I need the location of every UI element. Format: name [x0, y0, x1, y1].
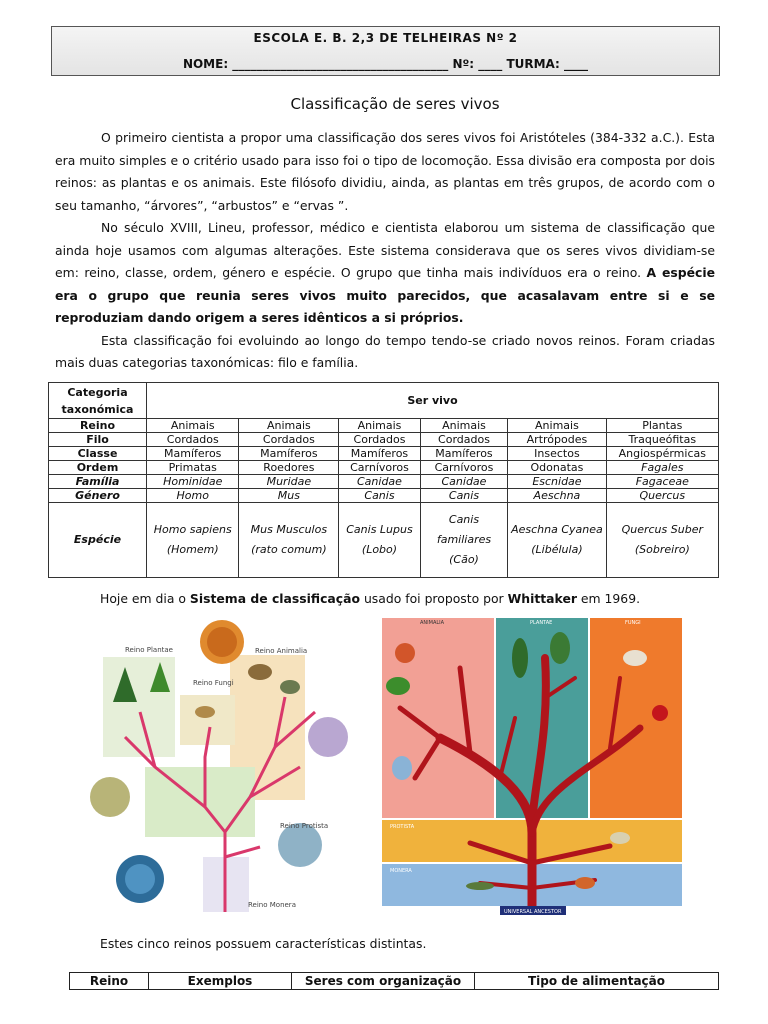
table-cell: Cordados	[339, 433, 420, 447]
table-cell: Fagales	[606, 461, 718, 475]
document-title: Classificação de seres vivos	[290, 95, 500, 113]
header-alimentacao: Tipo de alimentação	[475, 973, 719, 990]
table-cell: Escnidae	[508, 475, 606, 489]
row-label-especie: Espécie	[49, 503, 147, 578]
header-exemplos: Exemplos	[149, 973, 292, 990]
row-label-classe: Classe	[49, 447, 147, 461]
table-row-ordem	[49, 461, 719, 475]
row-label-familia: Família	[49, 475, 147, 489]
branch	[225, 847, 260, 857]
row-label-genero: Género	[49, 489, 147, 503]
table-cell: Roedores	[239, 461, 339, 475]
table-cell: Primatas	[147, 461, 239, 475]
label-reino-protista: Reino Protista	[280, 822, 329, 830]
table-cell: Plantas	[606, 419, 718, 433]
table-cell: Mamíferos	[420, 447, 508, 461]
table-row-especie	[49, 503, 719, 578]
row-label-filo: Filo	[49, 433, 147, 447]
table-cell: Mus Musculos (rato comum)	[239, 503, 339, 578]
fungi-panel	[590, 618, 682, 818]
table-cell: Aeschna	[508, 489, 606, 503]
ref-text: em 1969.	[576, 591, 641, 606]
animal-icon	[248, 664, 272, 680]
table-cell: Mamíferos	[339, 447, 420, 461]
table-cell: Carnívoros	[339, 461, 420, 475]
label-universal-ancestor: UNIVERSAL ANCESTOR	[504, 909, 562, 915]
ref-bold-whittaker: Whittaker	[507, 591, 577, 606]
table-cell: Canis	[420, 489, 508, 503]
table-cell: Homo sapiens (Homem)	[147, 503, 239, 578]
paragraph-linnaeus-text: No século XVIII, Lineu, professor, médico e cientista elaborou um sistema de classificação que ainda hoje usamos com algumas alterações. Este sistema considerava que os seres vivos dividiam-se em: reino, classe, ordem, género e espécie. O grupo que tinha mais indivíduos era o reino.	[55, 220, 715, 280]
kingdoms-header-row	[70, 973, 719, 990]
table-cell: Animais	[147, 419, 239, 433]
protozoa-icon	[610, 832, 630, 844]
table-cell: Homo	[147, 489, 239, 503]
header-reino: Reino	[70, 973, 149, 990]
table-cell: Cordados	[147, 433, 239, 447]
mushroom-icon	[623, 650, 647, 666]
header-ser-vivo: Ser vivo	[147, 383, 719, 419]
table-cell: Quercus Suber (Sobreiro)	[606, 503, 718, 578]
row-label-reino: Reino	[49, 419, 147, 433]
label-fungi: FUNGI	[625, 620, 641, 626]
header-organizacao: Seres com organização	[292, 973, 475, 990]
phylogenetic-tree-svg	[380, 618, 683, 916]
table-cell: Cordados	[239, 433, 339, 447]
table-row-filo	[49, 433, 719, 447]
table-cell: Artrópodes	[508, 433, 606, 447]
flowering-plant-icon	[550, 632, 570, 664]
table-cell: Hominidae	[147, 475, 239, 489]
bacteria-image-core	[125, 864, 155, 894]
label-reino-animalia: Reino Animalia	[255, 647, 308, 655]
table-cell: Animais	[420, 419, 508, 433]
table-row-reino	[49, 419, 719, 433]
five-kingdoms-diagram	[85, 617, 355, 917]
algae-cell-image	[90, 777, 130, 817]
label-plantae: PLANTAE	[530, 620, 553, 626]
bacteria-icon	[575, 877, 595, 889]
table-cell: Canis	[339, 489, 420, 503]
label-monera: MONERA	[390, 868, 412, 874]
paragraph-evolution: Esta classificação foi evoluindo ao longo do tempo tendo-se criado novos reinos. Foram criadas mais duas categorias taxonómicas: filo e família.	[55, 332, 715, 370]
table-cell: Carnívoros	[420, 461, 508, 475]
table-cell: Canis familiares (Cão)	[420, 503, 508, 578]
kingdoms-table	[69, 972, 719, 990]
table-cell: Cordados	[420, 433, 508, 447]
table-cell: Quercus	[606, 489, 718, 503]
species-definition: A espécie era o grupo que reunia seres vivos muito parecidos, que acasalavam entre si e se reproduziam dando origem a seres idênticos a si próprios.	[55, 265, 715, 325]
starfish-icon	[395, 643, 415, 663]
table-cell: Canis Lupus (Lobo)	[339, 503, 420, 578]
protist-cell-image	[308, 717, 348, 757]
label-reino-fungi: Reino Fungi	[193, 679, 234, 687]
ref-text: Hoje em dia o	[100, 591, 190, 606]
fungus-icon	[652, 705, 668, 721]
table-cell: Angiospérmicas	[606, 447, 718, 461]
cyanobacteria-icon	[466, 882, 494, 890]
table-row-familia	[49, 475, 719, 489]
row-label-ordem: Ordem	[49, 461, 147, 475]
table-cell: Muridae	[239, 475, 339, 489]
table-cell: Odonatas	[508, 461, 606, 475]
plantae-panel	[103, 657, 175, 757]
five-kingdoms-diagram-svg	[85, 617, 355, 917]
table-cell: Mamíferos	[239, 447, 339, 461]
kingdoms-intro: Estes cinco reinos possuem características distintas.	[100, 936, 427, 951]
table-cell: Animais	[508, 419, 606, 433]
label-reino-plantae: Reino Plantae	[125, 646, 173, 654]
table-cell: Canidae	[339, 475, 420, 489]
taxonomy-header-row	[49, 383, 719, 419]
moss-icon	[512, 638, 528, 678]
fungus-cell-core	[207, 627, 237, 657]
label-reino-monera: Reino Monera	[248, 901, 296, 909]
table-cell: Fagaceae	[606, 475, 718, 489]
ref-bold-system: Sistema de classificação	[189, 591, 361, 606]
phylogenetic-tree-diagram	[380, 618, 683, 916]
table-row-classe	[49, 447, 719, 461]
table-cell: Traqueófitas	[606, 433, 718, 447]
ref-text: usado foi proposto por	[360, 591, 508, 606]
table-cell: Insectos	[508, 447, 606, 461]
student-form-line: NOME: ____________________________________ Nº: ____ TURMA: ____	[182, 57, 589, 71]
table-row-genero	[49, 489, 719, 503]
table-cell: Animais	[339, 419, 420, 433]
paragraph-linnaeus	[55, 217, 715, 330]
header-category: Categoria taxonómica	[49, 383, 147, 419]
animal-icon	[280, 680, 300, 694]
mushroom-icon	[195, 706, 215, 718]
table-cell: Aeschna Cyanea (Libélula)	[508, 503, 606, 578]
frog-icon	[386, 677, 410, 695]
school-name: ESCOLA E. B. 2,3 DE TELHEIRAS Nº 2	[253, 31, 518, 45]
table-cell: Mamíferos	[147, 447, 239, 461]
body-text	[55, 127, 715, 375]
table-cell: Canidae	[420, 475, 508, 489]
jellyfish-icon	[392, 756, 412, 780]
school-header-box	[51, 26, 720, 76]
paragraph-aristotle: O primeiro cientista a propor uma classificação dos seres vivos foi Aristóteles (384-332 a.C.). Esta era muito simples e o critério usado para isso foi o tipo de locomoção. Essa divisão era composta por dois reinos: as plantas e os animais. Este filósofo dividiu, ainda, as plantas em três grupos, de acordo com o seu tamanho, “árvores”, “arbustos” e “ervas ”.	[55, 130, 715, 213]
taxonomy-table	[48, 382, 719, 578]
table-cell: Animais	[239, 419, 339, 433]
table-cell: Mus	[239, 489, 339, 503]
whittaker-reference	[100, 591, 640, 606]
label-protista: PROTISTA	[390, 824, 415, 830]
label-animalia: ANIMALIA	[420, 620, 445, 626]
